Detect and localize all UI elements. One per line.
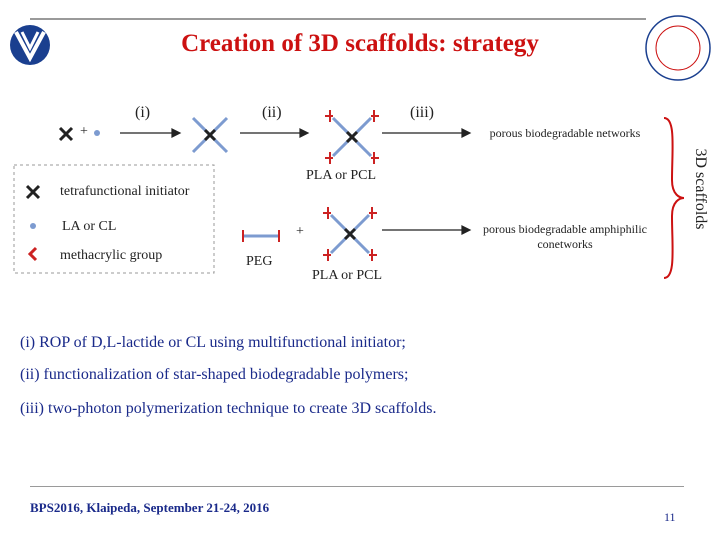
legend-monomer: LA or CL [62,219,117,234]
scaffolds-label-wrapper [680,140,720,240]
footer-text: BPS2016, Klaipeda, September 21-24, 2016 [30,500,270,515]
plus-sign-top: + [80,124,88,139]
legend-icons [27,186,39,260]
porous-networks-label: porous biodegradable networks [489,126,641,140]
methacrylated-star-top [325,110,379,164]
peg-chain [243,230,279,242]
page-title: Creation of 3D scaffolds: strategy [181,30,539,57]
step-ii-label: (ii) [262,104,282,121]
bottom-divider [30,486,684,487]
plus-sign-bottom: + [296,224,304,239]
legend-methacrylic: methacrylic group [60,248,163,263]
porous-conetworks-label: porous biodegradable amphiphilic conetworks [483,222,647,251]
pla-pcl-bottom-label: PLA or PCL [312,268,383,283]
page-number: 11 [664,510,676,524]
note-ii: (ii) functionalization of star-shaped biodegradable polymers; [20,366,409,383]
star-polymer [193,118,227,152]
peg-label: PEG [246,254,273,269]
step-iii-label: (iii) [410,104,434,121]
methacrylated-star-bottom [323,207,377,261]
legend-initiator: tetrafunctional initiator [60,184,190,199]
note-i: (i) ROP of D,L-lactide or CL using multifunctional initiator; [20,334,406,351]
pla-pcl-top-label: PLA or PCL [306,168,377,183]
note-iii: (iii) two-photon polymerization technique to create 3D scaffolds. [20,400,437,417]
step-i-label: (i) [135,104,151,121]
scaffolds-label: 3D scaffolds [692,148,709,230]
arrows [120,129,470,234]
